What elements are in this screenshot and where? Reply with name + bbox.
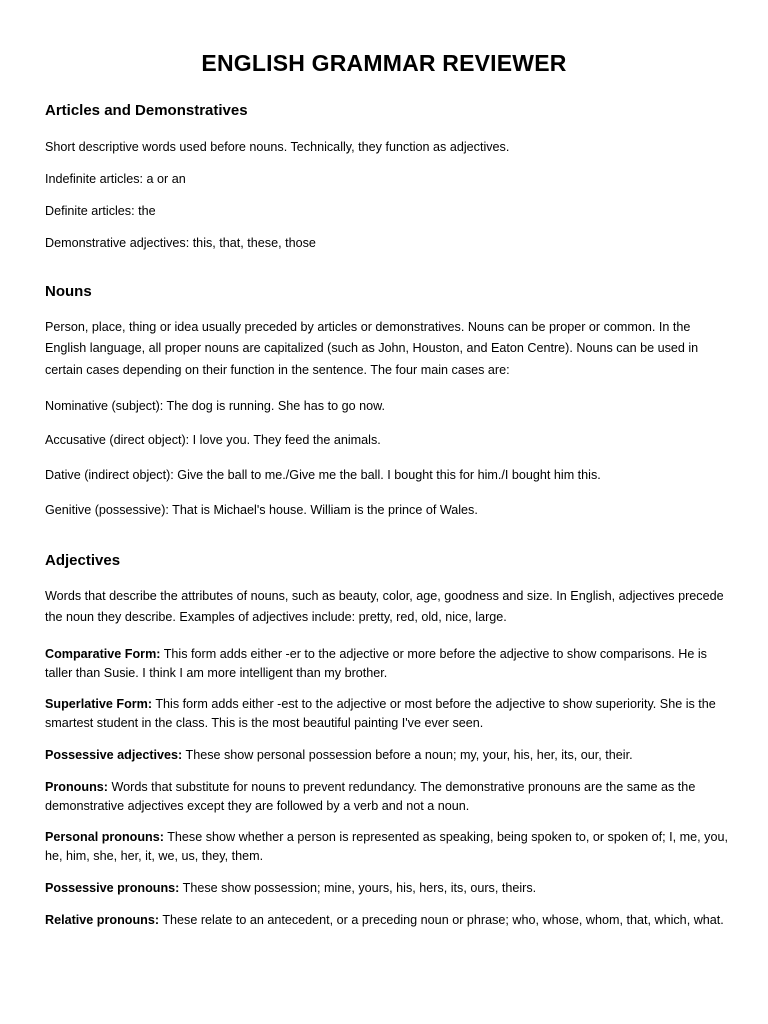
possessive-pronouns <box>45 879 730 898</box>
personal-pronouns-label: Personal pronouns: <box>45 830 164 844</box>
genitive-case: Genitive (possessive): That is Michael's house. William is the prince of Wales. <box>45 503 478 517</box>
possessive-pronouns-label: Possessive pronouns: <box>45 881 180 895</box>
demonstrative-adjectives: Demonstrative adjectives: this, that, these, those <box>45 236 316 250</box>
articles-intro: Short descriptive words used before nouns. Technically, they function as adjectives. <box>45 140 510 154</box>
comparative-label: Comparative Form: <box>45 647 161 661</box>
articles-heading: Articles and Demonstratives <box>45 102 248 119</box>
superlative-label: Superlative Form: <box>45 697 153 711</box>
possessive-adjectives-label: Possessive adjectives: <box>45 748 183 762</box>
adjectives-heading: Adjectives <box>45 552 121 569</box>
personal-pronouns-text: These show whether a person is represented as speaking, being spoken to, or spoken of; I, me, you, he, him, she, her, it, we, us, they, them. <box>45 830 728 863</box>
relative-pronouns-text: These relate to an antecedent, or a preceding noun or phrase; who, whose, whom, that, which, what. <box>159 913 724 927</box>
nouns-heading: Nouns <box>45 283 92 300</box>
definite-articles: Definite articles: the <box>45 204 156 218</box>
superlative-form <box>45 695 730 733</box>
comparative-text: This form adds either -er to the adjective or more before the adjective to show comparisons. He is taller than Susie. I think I am more intelligent than my brother. <box>45 647 707 680</box>
possessive-adjectives <box>45 746 730 765</box>
pronouns-label: Pronouns: <box>45 780 108 794</box>
personal-pronouns <box>45 828 730 866</box>
relative-pronouns <box>45 909 730 931</box>
superlative-text: This form adds either -est to the adjective or most before the adjective to show superiority. She is the smartest student in the class. This is the most beautiful painting I've ever seen. <box>45 697 716 730</box>
page-title: ENGLISH GRAMMAR REVIEWER <box>201 50 567 76</box>
pronouns <box>45 778 730 816</box>
comparative-form <box>45 645 730 683</box>
nominative-case: Nominative (subject): The dog is running. She has to go now. <box>45 399 385 413</box>
pronouns-text: Words that substitute for nouns to prevent redundancy. The demonstrative pronouns are the same as the demonstrative adjectives except they are followed by a verb and not a noun. <box>45 780 696 813</box>
dative-case: Dative (indirect object): Give the ball to me./Give me the ball. I bought this for him./I bought him this. <box>45 468 601 482</box>
accusative-case: Accusative (direct object): I love you. They feed the animals. <box>45 433 381 447</box>
indefinite-articles: Indefinite articles: a or an <box>45 172 186 186</box>
nouns-intro: Person, place, thing or idea usually preceded by articles or demonstratives. Nouns can be proper or common. In the English language, all proper nouns are capitalized (such as John, Houston, and Eaton Centre). Nouns can be used in certain cases depending on their function in the sentence. The four main cases are: <box>45 320 699 377</box>
possessive-adjectives-text: These show personal possession before a noun; my, your, his, her, its, our, their. <box>182 748 633 762</box>
adjectives-intro: Words that describe the attributes of nouns, such as beauty, color, age, goodness and size. In English, adjectives precede the noun they describe. Examples of adjectives include: pretty, red, old, nice, large. <box>45 589 724 625</box>
relative-pronouns-label: Relative pronouns: <box>45 913 160 927</box>
possessive-pronouns-text: These show possession; mine, yours, his, hers, its, ours, theirs. <box>179 881 537 895</box>
